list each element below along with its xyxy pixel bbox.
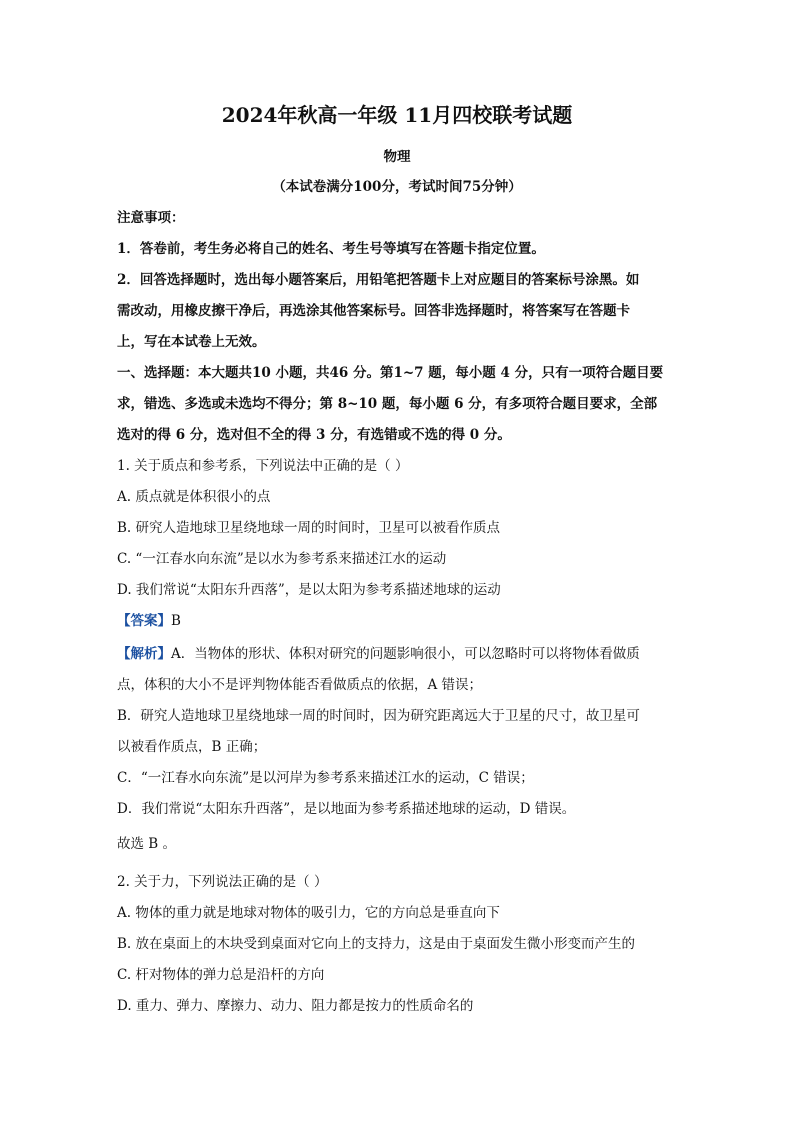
subject-label: 物理	[383, 149, 411, 165]
q2-option-d: D. 重力、弹力、摩擦力、动力、阻力都是按力的性质命名的	[117, 998, 474, 1014]
q1-analysis-line-1	[117, 645, 640, 663]
q1-option-c: C. “一江春水向东流”是以水为参考系来描述江水的运动	[117, 551, 447, 567]
q2-option-c: C. 杆对物体的弹力总是沿杆的方向	[117, 967, 325, 983]
section1-line-2: 求，错选、多选或未选均不得分；第 8~10 题，每小题 6 分，有多项符合题目要求，全部	[117, 396, 658, 412]
q1-conclusion: 故选 B 。	[117, 836, 177, 852]
answer-tag: 【答案】	[117, 613, 171, 629]
q2-option-b: B. 放在桌面上的木块受到桌面对它向上的支持力，这是由于桌面发生微小形变而产生的	[117, 936, 636, 952]
exam-note: （本试卷满分100分，考试时间75分钟）	[272, 179, 522, 195]
section1-line-1: 一、选择题：本大题共10 小题，共46 分。第1~7 题，每小题 4 分，只有一项符合题目要	[117, 365, 664, 381]
q1-option-b: B. 研究人造地球卫星绕地球一周的时间时，卫星可以被看作质点	[117, 520, 501, 536]
instruction-item-1: 1．答卷前，考生务必将自己的姓名、考生号等填写在答题卡指定位置。	[117, 241, 545, 257]
analysis-tag: 【解析】	[117, 646, 171, 662]
answer-value: B	[171, 613, 181, 629]
instructions-heading: 注意事项：	[117, 210, 185, 226]
q1-analysis-line-3: B．研究人造地球卫星绕地球一周的时间时，因为研究距离远大于卫星的尺寸，故卫星可	[117, 708, 640, 724]
instruction-item-2-line-1: 2．回答选择题时，选出每小题答案后，用铅笔把答题卡上对应题目的答案标号涂黑。如	[117, 272, 640, 288]
analysis-text: A．当物体的形状、体积对研究的问题影响很小，可以忽略时可以将物体看做质	[171, 646, 640, 662]
q1-analysis-line-5: C．“一江春水向东流”是以河岸为参考系来描述江水的运动，C 错误；	[117, 770, 534, 786]
q1-analysis-line-6: D．我们常说“太阳东升西落”，是以地面为参考系描述地球的运动，D 错误。	[117, 801, 576, 817]
section1-line-3: 选对的得 6 分，选对但不全的得 3 分，有选错或不选的得 0 分。	[117, 427, 511, 443]
q1-answer	[117, 612, 181, 630]
instruction-item-2-line-3: 上，写在本试卷上无效。	[117, 334, 266, 350]
instruction-item-2-line-2: 需改动，用橡皮擦干净后，再选涂其他答案标号。回答非选择题时，将答案写在答题卡	[117, 303, 630, 319]
q1-analysis-line-2: 点，体积的大小不是评判物体能否看做质点的依据，A 错误；	[117, 677, 483, 693]
q1-option-d: D. 我们常说“太阳东升西落”，是以太阳为参考系描述地球的运动	[117, 582, 501, 598]
q1-stem: 1. 关于质点和参考系，下列说法中正确的是（ ）	[117, 458, 409, 474]
q2-stem: 2. 关于力，下列说法正确的是（ ）	[117, 874, 328, 890]
q2-option-a: A. 物体的重力就是地球对物体的吸引力，它的方向总是垂直向下	[117, 905, 500, 921]
page-title: 2024年秋高一年级 11月四校联考试题	[221, 103, 573, 127]
q1-option-a: A. 质点就是体积很小的点	[117, 489, 271, 505]
q1-analysis-line-4: 以被看作质点，B 正确；	[117, 739, 267, 755]
